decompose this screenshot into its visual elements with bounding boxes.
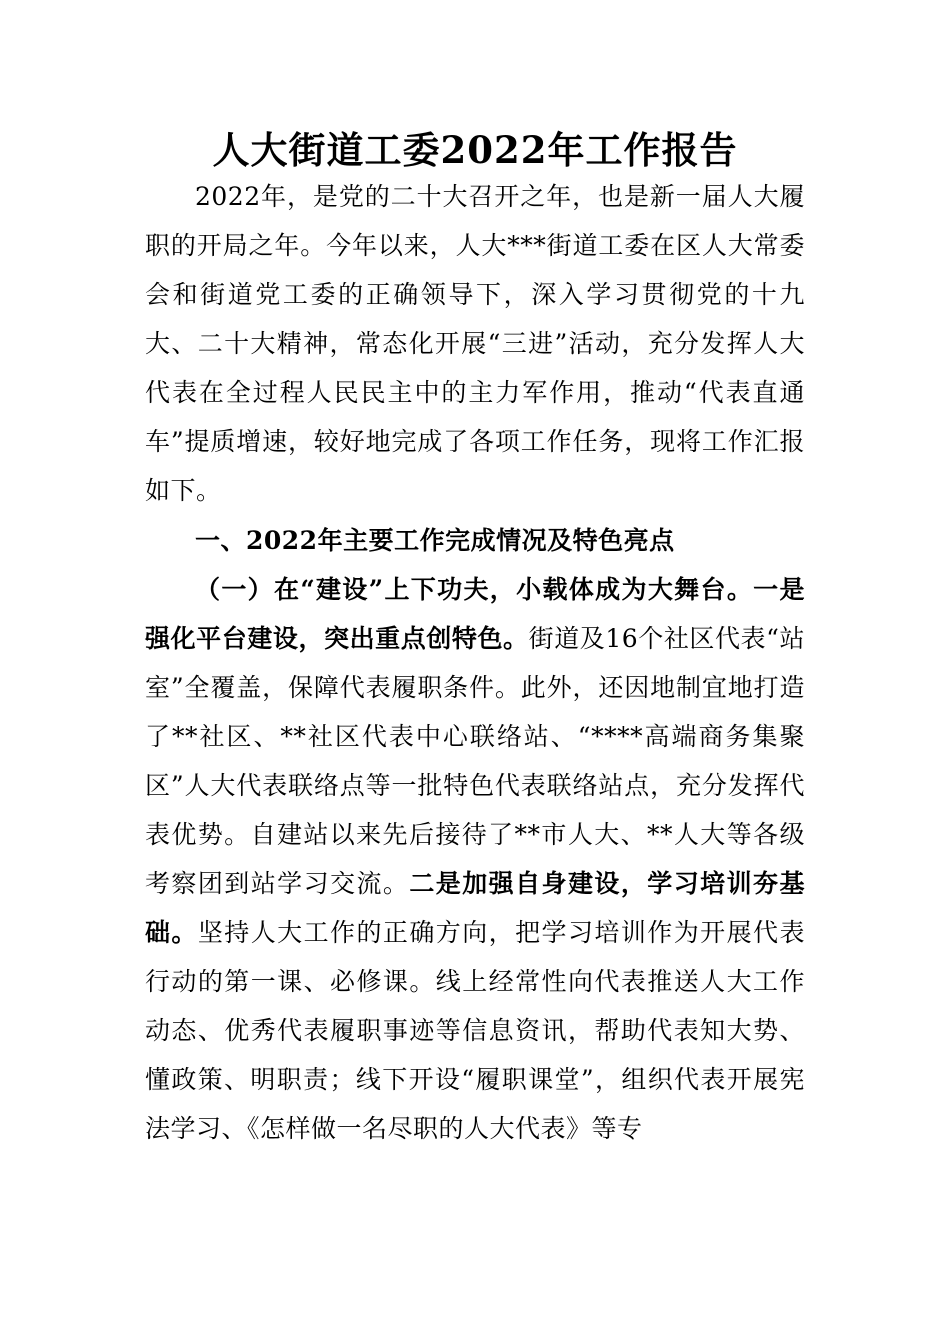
section-heading: 一、2022年主要工作完成情况及特色亮点 (195, 526, 675, 555)
subsection-text-2: 坚持人大工作的正确方向，把学习培训作为开展代表行动的第一课、必修课。线上经常性向代表推送人大工作动态、优秀代表履职事迹等信息资讯，帮助代表知大势、懂政策、明职责；线下开设“履职课堂”，组织代表开展宪法学习、《怎样做一名尽职的人大代表》等专 (145, 918, 805, 1143)
subsection-paragraph (145, 565, 805, 1153)
document-title: 人大街道工委2022年工作报告 (212, 128, 738, 172)
subsection-point-2: 二是加强自身建设，学习培训夯基础。 (145, 869, 805, 947)
subsection-text-1: 街道及16个社区代表“站室”全覆盖，保障代表履职条件。此外，还因地制宜地打造了**社区、**社区代表中心联络站、“****高端商务集聚区”人大代表联络点等一批特色代表联络站点，充分发挥代表优势。自建站以来先后接待了**市人大、**人大等各级考察团到站学习交流。 (145, 624, 805, 898)
document-body (145, 172, 805, 1153)
subsection-lead: （一）在“建设”上下功夫，小载体成为大舞台。一是强化平台建设，突出重点创特色。 (145, 575, 805, 653)
intro-paragraph: 2022年，是党的二十大召开之年，也是新一届人大履职的开局之年。今年以来，人大***街道工委在区人大常委会和街道党工委的正确领导下，深入学习贯彻党的十九大、二十大精神，常态化开展“三进”活动，充分发挥人大代表在全过程人民民主中的主力军作用，推动“代表直通车”提质增速，较好地完成了各项工作任务，现将工作汇报如下。 (145, 182, 805, 505)
